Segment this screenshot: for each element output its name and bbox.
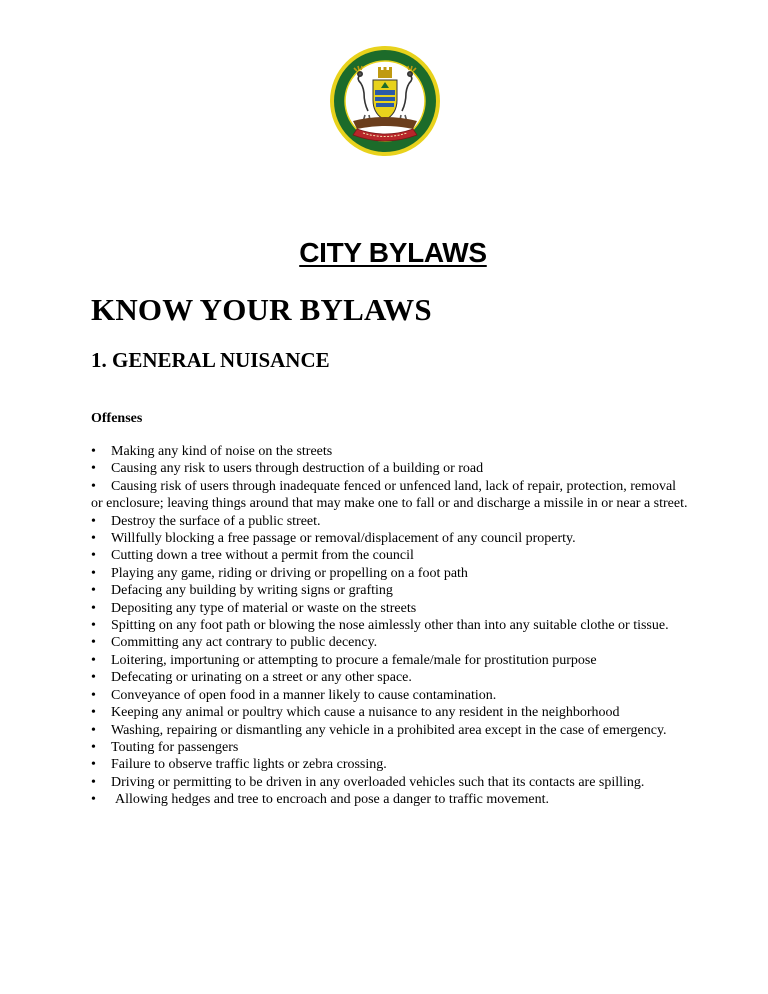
city-seal-emblem [329,45,441,157]
offense-item [91,774,691,791]
bullet-icon: • [91,548,96,564]
offense-item [91,582,691,599]
bullet-icon: • [91,792,96,808]
offense-item [91,513,691,530]
bullet-icon: • [91,531,96,547]
bullet-icon: • [91,705,96,721]
offense-item [91,460,691,477]
offense-text: Cutting down a tree without a permit from the council [111,548,414,564]
offense-text: Playing any game, riding or driving or propelling on a foot path [111,565,468,581]
offenses-list [91,443,691,809]
offense-item [91,565,691,582]
bullet-icon: • [91,774,96,790]
offense-item [91,478,691,513]
bullet-icon: • [91,739,96,755]
offense-item [91,634,691,651]
offense-item [91,443,691,460]
offense-text: Willfully blocking a free passage or removal/displacement of any council property. [111,531,576,547]
offense-item [91,791,691,808]
offense-text: Driving or permitting to be driven in any overloaded vehicles such that its contacts are spilling. [111,774,645,790]
document-title: CITY BYLAWS [299,237,487,268]
offense-item [91,756,691,773]
offense-item [91,704,691,721]
offense-text: Keeping any animal or poultry which cause a nuisance to any resident in the neighborhood [111,705,620,721]
bullet-icon: • [91,670,96,686]
bullet-icon: • [91,600,96,616]
bullet-icon: • [91,513,96,529]
bullet-icon: • [91,444,96,459]
offense-text: Washing, repairing or dismantling any vehicle in a prohibited area except in the case of emergency. [111,722,667,738]
offense-text: Making any kind of noise on the streets [111,444,333,459]
offense-text: Spitting on any foot path or blowing the nose aimlessly other than into any suitable clothe or tissue. [111,618,669,634]
bullet-icon: • [91,652,96,668]
offense-text: Defacing any building by writing signs or grafting [111,583,393,599]
offense-item [91,652,691,669]
offenses-subheading: Offenses [91,411,143,426]
offense-text: Failure to observe traffic lights or zebra crossing. [111,757,387,773]
offense-text: Loitering, importuning or attempting to procure a female/male for prostitution purpose [111,652,597,668]
section-heading: 1. GENERAL NUISANCE [91,348,330,372]
bullet-icon: • [91,722,96,738]
bullet-icon: • [91,635,96,651]
offense-text: Causing any risk to users through destruction of a building or road [111,461,484,477]
bullet-icon: • [91,478,96,494]
offense-item [91,547,691,564]
offense-text: Allowing hedges and tree to encroach and pose a danger to traffic movement. [115,792,549,808]
offense-item [91,530,691,547]
bullet-icon: • [91,687,96,703]
offense-text: Causing risk of users through inadequate fenced or unfenced land, lack of repair, protection, removal or enclosure; leaving things around that may make one to fall or and discharge a missile in or near a street. [91,478,688,512]
bullet-icon: • [91,757,96,773]
offense-item [91,600,691,617]
bullet-icon: • [91,618,96,634]
offense-item [91,617,691,634]
know-your-bylaws-heading: KNOW YOUR BYLAWS [91,292,432,327]
offense-text: Conveyance of open food in a manner likely to cause contamination. [111,687,497,703]
bullet-icon: • [91,461,96,477]
bullet-icon: • [91,565,96,581]
offense-text: Touting for passengers [111,739,239,755]
offense-text: Committing any act contrary to public decency. [111,635,378,651]
castle-crest-icon [378,67,392,78]
offense-item [91,669,691,686]
offense-text: Destroy the surface of a public street. [111,513,321,529]
offense-text: Defecating or urinating on a street or any other space. [111,670,412,686]
offense-item [91,687,691,704]
offense-item [91,722,691,739]
offense-item [91,739,691,756]
offense-text: Depositing any type of material or waste on the streets [111,600,417,616]
bullet-icon: • [91,583,96,599]
